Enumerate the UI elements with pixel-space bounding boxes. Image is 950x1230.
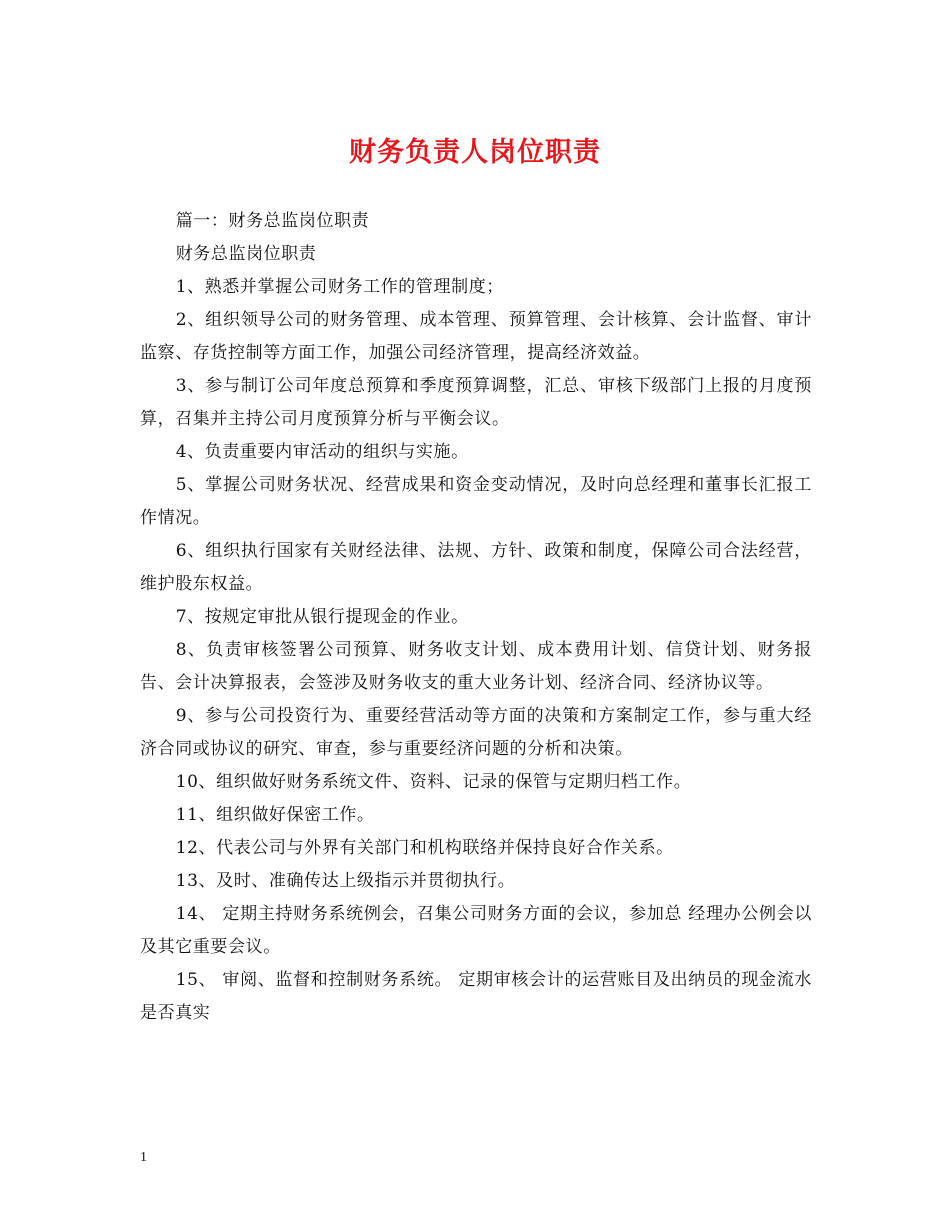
paragraph-11: 11、组织做好保密工作。 <box>175 805 375 825</box>
paragraph-4: 4、负责重要内审活动的组织与实施。 <box>175 442 469 462</box>
section-heading: 篇一：财务总监岗位职责 <box>175 211 370 231</box>
document-body <box>140 205 812 1030</box>
paragraph-12: 12、代表公司与外界有关部门和机构联络并保持良好合作关系。 <box>175 838 674 858</box>
paragraph-8: 8、负责审核签署公司预算、财务收支计划、成本费用计划、信贷计划、财务报告、会计决算报表，会签涉及财务收支的重大业务计划、经济合同、经济协议等。 <box>140 640 812 693</box>
paragraph-2: 2、组织领导公司的财务管理、成本管理、预算管理、会计核算、会计监督、审计监察、存货控制等方面工作，加强公司经济管理，提高经济效益。 <box>140 310 812 363</box>
paragraph-13: 13、及时、准确传达上级指示并贯彻执行。 <box>175 871 516 891</box>
paragraph-10: 10、组织做好财务系统文件、资料、记录的保管与定期归档工作。 <box>175 772 692 792</box>
paragraph-7: 7、按规定审批从银行提现金的作业。 <box>175 607 469 627</box>
document-title: 财务负责人岗位职责 <box>349 137 601 168</box>
subheading: 财务总监岗位职责 <box>175 244 317 264</box>
page-number: 1 <box>140 1150 147 1165</box>
paragraph-1: 1、熟悉并掌握公司财务工作的管理制度； <box>175 277 504 297</box>
paragraph-9: 9、参与公司投资行为、重要经营活动等方面的决策和方案制定工作，参与重大经济合同或协议的研究、审查，参与重要经济问题的分析和决策。 <box>140 706 812 759</box>
paragraph-14: 14、 定期主持财务系统例会，召集公司财务方面的会议，参加总 经理办公例会以及其它重要会议。 <box>140 904 812 957</box>
paragraph-3: 3、参与制订公司年度总预算和季度预算调整，汇总、审核下级部门上报的月度预算，召集并主持公司月度预算分析与平衡会议。 <box>140 376 812 429</box>
paragraph-15: 15、 审阅、监督和控制财务系统。 定期审核会计的运营账目及出纳员的现金流水是否真实 <box>140 970 812 1023</box>
paragraph-5: 5、掌握公司财务状况、经营成果和资金变动情况，及时向总经理和董事长汇报工作情况。 <box>140 475 812 528</box>
paragraph-6: 6、组织执行国家有关财经法律、法规、方针、政策和制度，保障公司合法经营，维护股东权益。 <box>140 541 812 594</box>
